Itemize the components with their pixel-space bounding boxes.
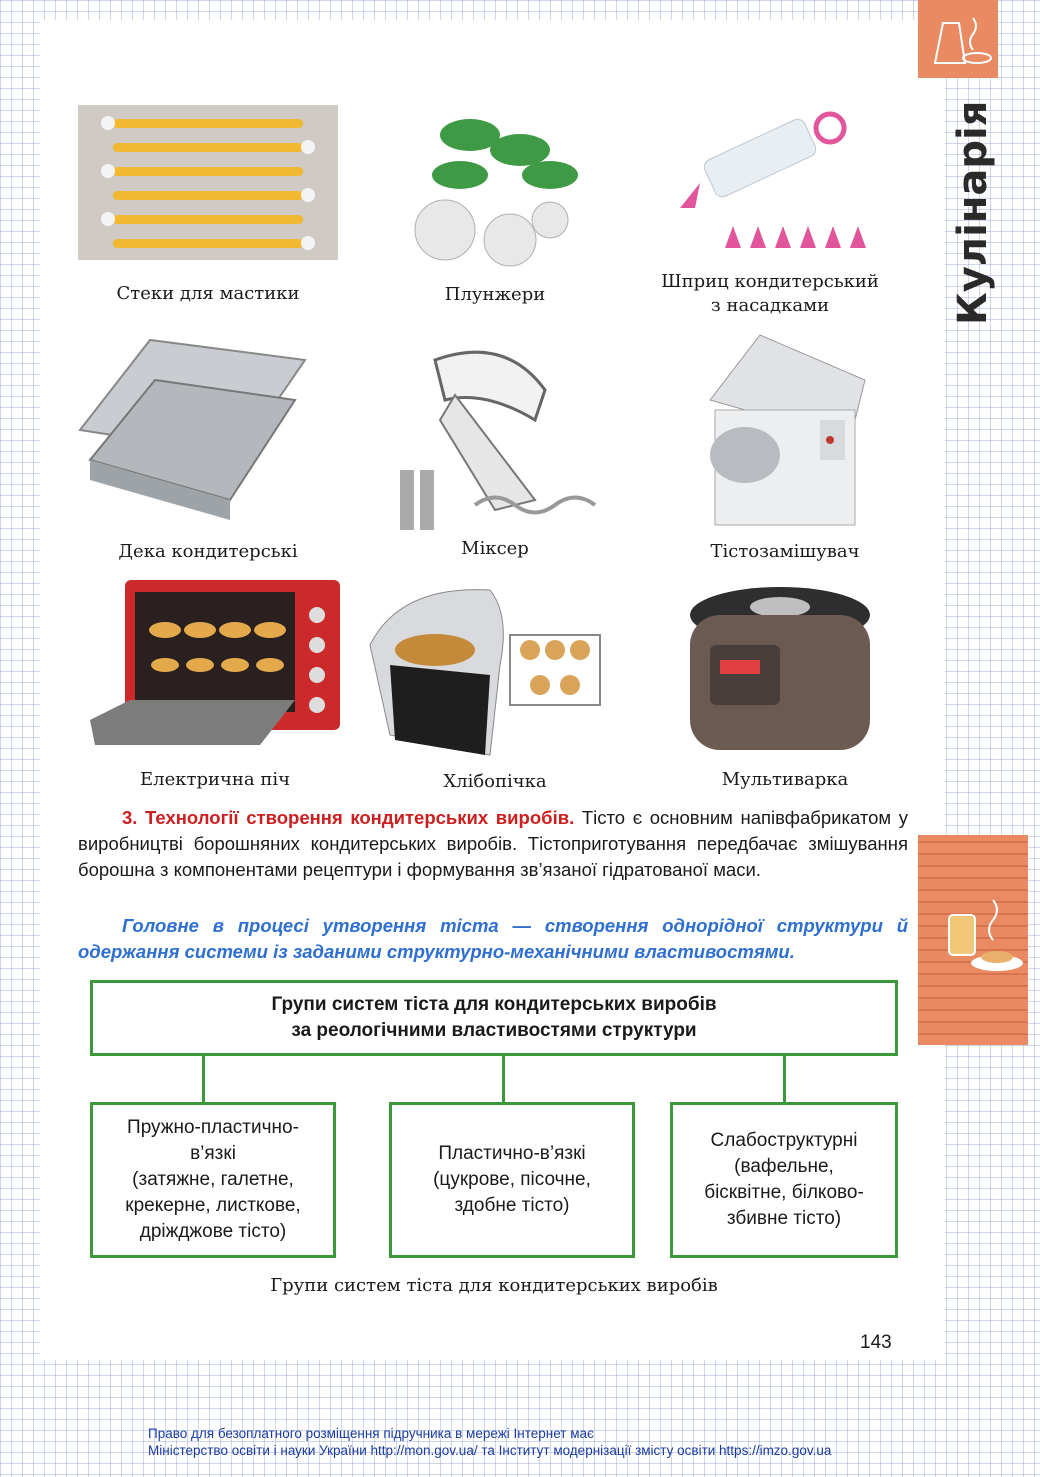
- multicooker-image: [675, 585, 885, 760]
- child3-line1: Слабоструктурні: [710, 1130, 858, 1151]
- paragraph-text: Тісто є основним напівфабрикатом у виробництві борошняних кондитерських виробів. Тістоприготування передбачає змішування борошна з компонентами рецептури і формування зв’язаної гідратованої маси.: [78, 807, 908, 880]
- caption-pastry-syringe-line2: з насадками: [710, 295, 830, 316]
- child1-line4: крекерне, листкове,: [125, 1195, 301, 1216]
- caption-electric-oven: Електрична піч: [140, 769, 290, 790]
- child1-line3: (затяжне, галетне,: [132, 1169, 294, 1190]
- mixer-image: [385, 330, 605, 540]
- baking-trays-image: [70, 330, 310, 530]
- caption-bread-maker: Хлібопічка: [443, 771, 547, 792]
- caption-plungers: Плунжери: [444, 284, 546, 305]
- section-title: Кулінарія: [950, 100, 996, 325]
- page-number: 143: [860, 1332, 892, 1353]
- tea-cup-icon: [945, 895, 1025, 980]
- plungers-image: [400, 105, 590, 275]
- diagram-child-box-3: [670, 1102, 898, 1258]
- figure-caption: Групи систем тіста для кондитерських виробів: [270, 1275, 718, 1296]
- connector-middle: [502, 1056, 505, 1102]
- cooking-icon: [925, 8, 995, 70]
- caption-mastic-tools: Стеки для мастики: [116, 283, 300, 304]
- caption-dough-mixer: Тістозамішувач: [710, 541, 860, 562]
- section-heading: 3. Технології створення кондитерських виробів.: [122, 807, 575, 828]
- footer-line1: Право для безоплатного розміщення підручника в мережі Інтернет має: [148, 1426, 594, 1441]
- child3-line3: бісквітне, білково-: [704, 1182, 864, 1203]
- footer: [148, 1425, 928, 1459]
- caption-multicooker: Мультиварка: [721, 769, 849, 790]
- diagram-root-box: [90, 980, 898, 1056]
- diagram-root-line1: Групи систем тіста для кондитерських виробів: [271, 994, 717, 1015]
- child2-line1: Пластично-в’язкі: [438, 1143, 586, 1164]
- mastic-tools-image: [78, 105, 338, 260]
- diagram-root-line2: за реологічними властивостями структури: [291, 1020, 697, 1041]
- connector-left: [202, 1056, 205, 1102]
- diagram-child-box-2: [389, 1102, 635, 1258]
- body-paragraph: [78, 805, 908, 883]
- child1-line2: в’язкі: [190, 1143, 236, 1164]
- child3-line4: збивне тісто): [726, 1208, 842, 1229]
- caption-pastry-syringe: [645, 270, 895, 318]
- caption-mixer: Міксер: [461, 538, 529, 559]
- bread-maker-image: [360, 575, 615, 760]
- child1-line1: Пружно-пластично-: [127, 1117, 299, 1138]
- emphasis-statement: Головне в процесі утворення тіста — створення однорідної структури й одержання системи із заданими структурно-механічними властивостями.: [78, 915, 908, 962]
- connector-right: [783, 1056, 786, 1102]
- electric-oven-image: [85, 570, 345, 755]
- footer-line2: Міністерство освіти і науки України http://mon.gov.ua/ та Інститут модернізації змісту освіти https://imzo.gov.ua: [148, 1443, 832, 1458]
- child3-line2: (вафельне,: [734, 1156, 834, 1177]
- child1-line5: дріжджове тісто): [139, 1221, 287, 1242]
- diagram-child-box-1: [90, 1102, 336, 1258]
- dough-mixer-image: [700, 330, 870, 535]
- caption-baking-trays: Дека кондитерські: [118, 541, 298, 562]
- pastry-syringe-image: [665, 108, 875, 258]
- child2-line2: (цукрове, пісочне,: [433, 1169, 591, 1190]
- caption-pastry-syringe-line1: Шприц кондитерський: [661, 271, 879, 292]
- child2-line3: здобне тісто): [454, 1195, 570, 1216]
